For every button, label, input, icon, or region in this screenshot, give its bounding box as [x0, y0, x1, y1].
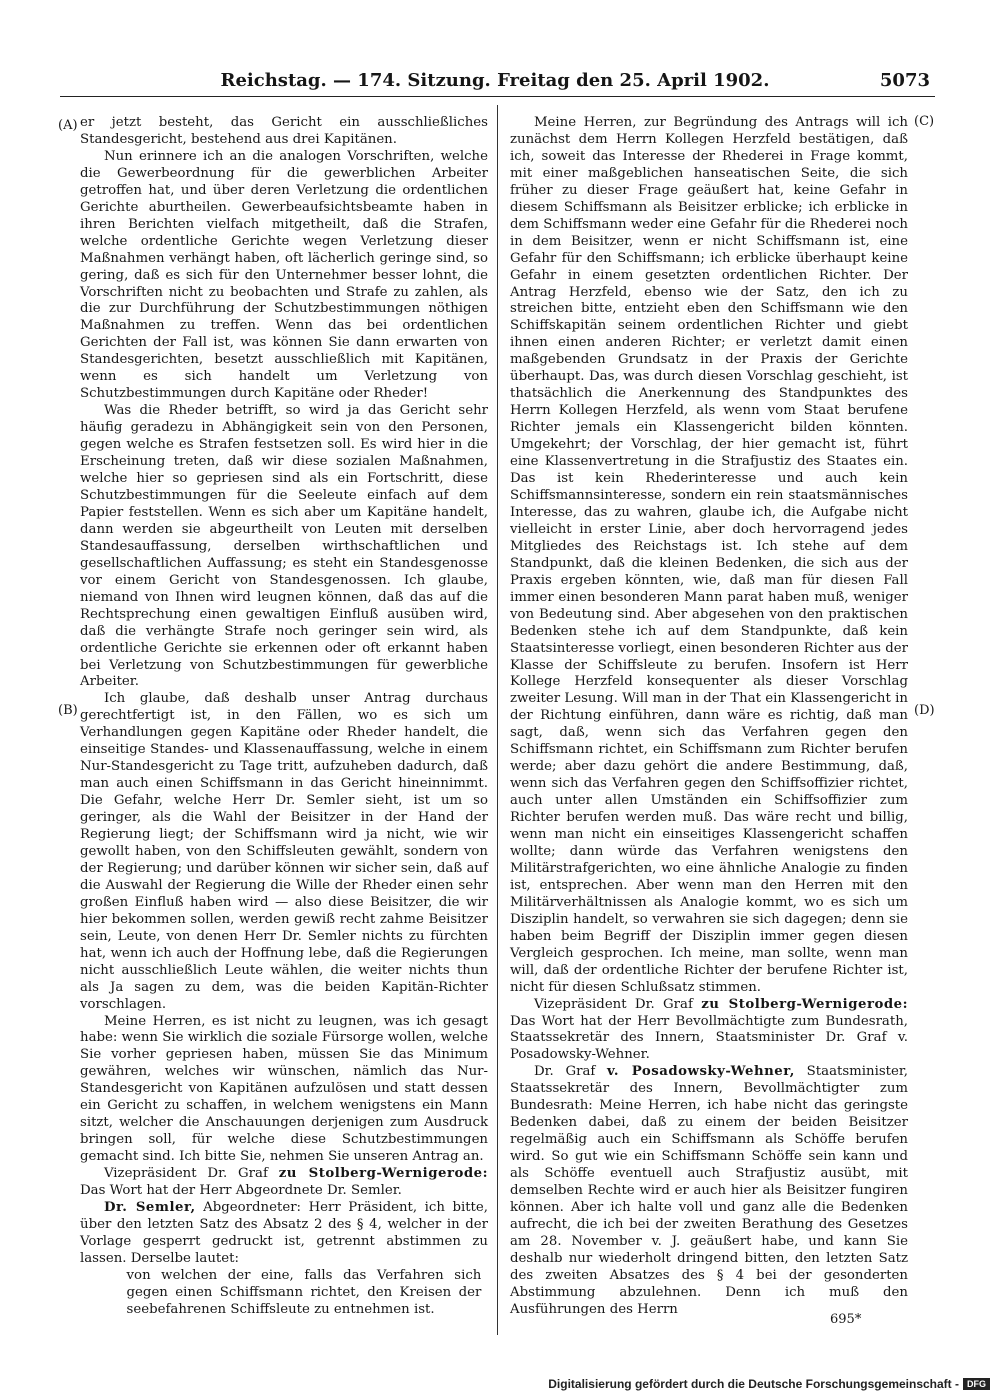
- right-column: [510, 115, 908, 1319]
- speaker-title: Vizepräsident Dr. Graf: [103, 1166, 279, 1182]
- paragraph: Meine Herren, zur Begründung des Antrags will ich zunächst dem Herrn Kollegen Herzfeld bestätigen, daß ich, soweit das Interesse der Rhederei in Frage kommt, mit einer maßgeblichen hanseatischen Seite, die sich früher zu dieser Frage geäußert hat, keine Gefahr in diesem Schiffsmann als Beisitzer erblicke; ich erblicke in dem Schiffsmann weder eine Gefahr für die Rhederei noch in dem Beisitzer, wenn er nicht Schiffsmann ist, eine Gefahr für den Schiffsmann; ich erblicke überhaupt keine Gefahr in einem gesetzten ordentlichen Richter. Der Antrag Herzfeld, ebenso wie der Satz, den ich zu streichen bitte, entzieht eben den Schiffsmann wie den Schiffskapitän seinem ordentlichen Richter und giebt ihnen einen anderen Richter; er verletzt damit einen maßgebenden Grundsatz in der Praxis der Gerichte überhaupt. Das, was durch diesen Vorschlag geschieht, ist thatsächlich die Anerkennung des Standpunktes des Herrn Kollegen Herzfeld, als wenn vom Staat berufene Richter jemals ein Klassengericht bilden könnten. Umgekehrt; der Vorschlag, der hier gemacht ist, führt eine Klassenvertretung in die Strafjustiz des Staates ein. Das ist kein Rhederinteresse und auch kein Schiffsmannsinteresse, sondern ein rein staatsmännisches Interesse, das zu wahren, glaube ich, die Aufgabe nicht vielleicht in erster Linie, aber doch hervorragend jedes Mitgliedes des Reichstags ist. Ich stehe auf dem Standpunkt, daß die kleinen Bedenken, die sich aus der Praxis ergeben könnten, wie, daß man für diesen Fall immer einen besonderen Mann parat haben muß, weniger von Bedeutung sind. Aber abgesehen von den praktischen Bedenken stehe ich auf dem Standpunkte, daß kein Staatsinteresse vorliegt, einen besonderen Richter aus der Klasse der Schiffsleute zu berufen. Insofern ist Herr Kollege Herzfeld konsequenter als dieser Vorschlag zweiter Lesung. Will man in der That ein Klassengericht in der Richtung einführen, dann wäre es richtig, daß man sagt, daß, wenn sich das Verfahren gegen den Schiffsmann richtet, ein Schiffsmann zum Richter berufen werde; aber dazu gehört die andere Bestimmung, daß, wenn sich das Verfahren gegen den Schiffsoffizier richtet, auch unter allen Umständen ein Schiffsoffizier zum Richter berufen werden muß. Das wäre recht und billig, wenn man nicht ein einseitiges Klassengericht schaffen wollte; dann würde das Verfahren wenigstens den Militärstrafgerichten, wo eine ähnliche Analogie zu finden ist, entsprechen. Aber wenn man den Herren mit den Militärverhältnissen als Analogie kommt, wo es sich um Disziplin handelt, so verwahren sie sich dagegen; denn sie haben beim Begriff der Disziplin immer gegen diesen Vergleich gesprochen. Ich meine, man sollte, wenn man will, daß der ordentliche Richter der berufene Richter ist, nicht für diesen Schlußsatz stimmen.: [510, 115, 908, 995]
- signature-mark: 695*: [830, 1312, 862, 1327]
- speaker-name: zu Stolberg-Wernigerode:: [278, 1166, 488, 1182]
- speaker-paragraph: [80, 1200, 488, 1268]
- margin-marker-d: (D): [914, 703, 935, 718]
- speaker-name: v. Posadowsky-Wehner,: [607, 1064, 795, 1080]
- page-header: [60, 70, 930, 98]
- paragraph: Was die Rheder betrifft, so wird ja das Gericht sehr häufig geradezu in Abhängigkeit sein von den Personen, gegen welche es Strafen festsetzen soll. Es wird hier in die Erscheinung treten, daß wir diese sozialen Maßnahmen, welche hier so gepriesen sind als ein Fortschritt, diese Schutzbestimmungen für die Seeleute einfach auf dem Papier feststellen. Wenn es sich aber um Kapitäne handelt, dann werden sie abgeurtheilt von Leuten mit derselben Standesauffassung, derselben wirthschaftlichen und gesellschaftlichen Auffassung; es steht ein Standesgenosse vor einem Gericht von Standesgenossen. Ich glaube, niemand von Ihnen wird leugnen können, daß das auf die Rechtsprechung einen gewaltigen Einfluß ausüben wird, daß die verhängte Strafe noch geringer sein wird, als ordentliche Gerichte sie erkennen oder oft erkannt haben bei Verletzung von Schutzbestimmungen für gewerbliche Arbeiter.: [80, 403, 488, 690]
- running-title: Reichstag. — 174. Sitzung. Freitag den 25. April 1902.: [220, 70, 770, 91]
- left-column: [80, 115, 488, 1319]
- paragraph: Ich glaube, daß deshalb unser Antrag durchaus gerechtfertigt ist, in den Fällen, wo es sich um Verhandlungen gegen Kapitäne oder Rheder handelt, die einseitige Standes- und Klassenauffassung, welche in einem Nur-Standesgericht zu Tage tritt, aufzuheben dadurch, daß man auch einen Schiffsmann in das Gericht hineinnimmt. Die Gefahr, welche Herr Dr. Semler sieht, ist um so geringer, als die Wahl der Beisitzer in der Hand der Regierung liegt; der Schiffsmann wird ja nicht, wie wir gewollt haben, von den Schiffsleuten gewählt, sondern von der Regierung; und darüber können wir sicher sein, daß auf die Auswahl der Regierung die Wille der Rheder einen sehr großen Einfluß haben wird — also diese Beisitzer, die wir hier bekommen sollen, werden gewiß recht zahme Beisitzer sein, Leute, von denen Herr Dr. Semler nichts zu fürchten hat, wenn ich auch der Hoffnung lebe, daß die Regierungen nicht ausschließlich Leute wählen, die weiter nichts thun als Ja sagen zu dem, was die beiden Kapitän-Richter vorschlagen.: [80, 691, 488, 1012]
- margin-marker-a: (A): [58, 118, 78, 133]
- page-number: 5073: [879, 70, 930, 91]
- digitization-footer: [548, 1377, 990, 1391]
- speaker-paragraph: [510, 1064, 908, 1318]
- paragraph-text: Abgeordneter: Herr Präsident, ich bitte, über den letzten Satz des Absatz 2 des § 4, welcher in der Vorlage gesperrt gedruckt ist, getrennt abstimmen zu lassen. Derselbe lautet:: [80, 1200, 488, 1266]
- column-divider: [497, 105, 498, 1335]
- speaker-title: Vizepräsident Dr. Graf: [533, 996, 702, 1012]
- paragraph: er jetzt besteht, das Gericht ein ausschließliches Standesgericht, bestehend aus drei Kapitänen.: [80, 115, 488, 147]
- speaker-name: zu Stolberg-Wernigerode:: [701, 996, 908, 1012]
- speaker-name: Dr. Semler,: [103, 1200, 196, 1215]
- margin-marker-b: (B): [58, 703, 78, 718]
- footer-text: Digitalisierung gefördert durch die Deutsche Forschungsgemeinschaft -: [548, 1377, 959, 1391]
- paragraph: Nun erinnere ich an die analogen Vorschriften, welche die Gewerbeordnung für die gewerblichen Arbeiter getroffen hat, und über deren Verletzung die ordentlichen Gerichte aburtheilen. Gewerbeaufsichtsbeamte haben in ihren Berichten vielfach mitgetheilt, daß die Strafen, welche ordentliche Gerichte wegen Verletzung dieser Maßnahmen verhängt haben, oft lächerlich geringe sind, so gering, daß es sich für den Unternehmer besser lohnt, die Vorschriften nicht zu beobachten und Strafe zu zahlen, als die zur Durchführung der Schutzbestimmungen nöthigen Maßnahmen zu treffen. Wenn das bei ordentlichen Gerichten der Fall ist, was können Sie dann erwarten von Standesgerichten, besetzt ausschließlich mit Kapitänen, wenn es sich handelt um Verletzung von Schutzbestimmungen durch Kapitäne oder Rheder!: [80, 148, 488, 402]
- paragraph: Meine Herren, es ist nicht zu leugnen, was ich gesagt habe: wenn Sie wirklich die soziale Fürsorge wollen, welche Sie vorher gepriesen haben, müssen Sie das Minimum gewähren, welches wir wünschen, nämlich das Nur-Standesgericht von Kapitänen aufzulösen und statt dessen ein Gericht zu schaffen, in welchem wenigstens ein Mann sitzt, welcher die Anschauungen derjenigen zum Ausdruck bringen soll, für welche diese Schutzbestimmungen gemacht sind. Ich bitte Sie, nehmen Sie unseren Antrag an.: [80, 1013, 488, 1165]
- speaker-title: Dr. Graf: [533, 1064, 608, 1080]
- speaker-paragraph: [80, 1166, 488, 1200]
- paragraph-text: Staatsminister, Staatssekretär des Innern, Bevollmächtigter zum Bundesrath: Meine Herren, ich habe nicht das geringste Bedenken dabei, daß zu einem der beiden Beisitzer regelmäßig auch ein Schiffsmann als Schöffe berufen wird. So gut wie ein Schiffsmann Schöffe sein kann und als Schöffe eventuell auch Strafjustiz ausübt, mit demselben Rechte wird er auch hier als Beisitzer fungiren können. Aber ich halte voll und ganz alle die Bedenken aufrecht, die ich bei der zweiten Berathung des Gesetzes am 28. November v. J. geäußert habe, und kann Sie deshalb nur wiederholt dringend bitten, den letzten Satz des zweiten Absatzes des § 4 bei der gesonderten Abstimmung abzulehnen. Denn ich muß den Ausführungen des Herrn: [510, 1064, 908, 1317]
- dfg-logo: DFG: [963, 1378, 990, 1390]
- header-rule: [60, 96, 935, 97]
- speaker-paragraph: [510, 997, 908, 1065]
- margin-marker-c: (C): [914, 114, 935, 129]
- paragraph-text: Das Wort hat der Herr Abgeordnete Dr. Semler.: [80, 1183, 402, 1199]
- paragraph-text: Das Wort hat der Herr Bevollmächtigte zum Bundesrath, Staatssekretär des Innern, Staatsminister Dr. Graf v. Posadowsky-Wehner.: [510, 1013, 908, 1063]
- quoted-text: von welchen der eine, falls das Verfahren sich gegen einen Schiffsmann richtet, den Kreisen der seebefahrenen Schiffsleute zu entnehmen ist.: [126, 1267, 482, 1317]
